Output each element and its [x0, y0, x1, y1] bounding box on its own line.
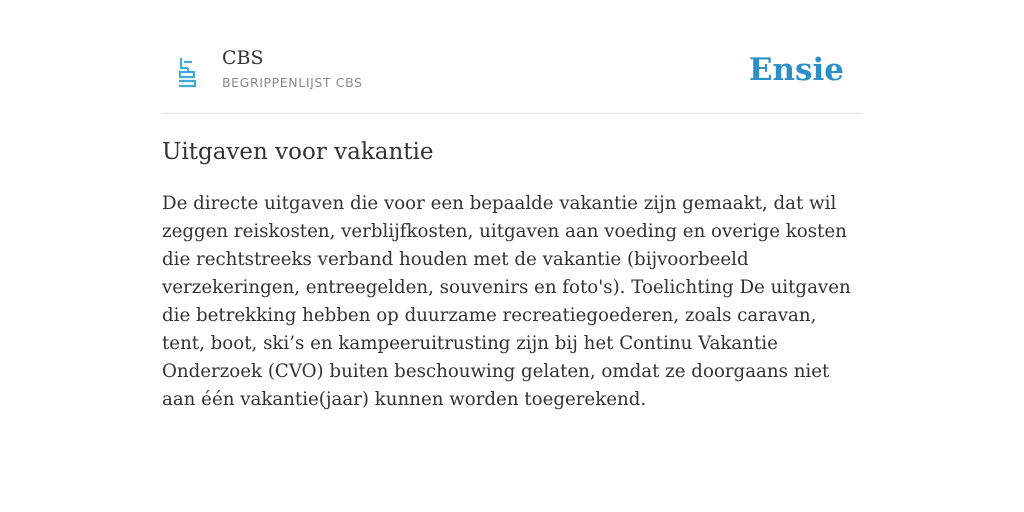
- term-title: Uitgaven voor vakantie: [162, 139, 434, 165]
- cbs-logo-icon[interactable]: [176, 56, 198, 88]
- ensie-logo[interactable]: Ensie: [748, 52, 844, 88]
- term-definition: De directe uitgaven die voor een bepaalde vakantie zijn gemaakt, dat wil zeggen reiskosten, verblijfkosten, uitgaven aan voeding en overige kosten die rechtstreeks verband houden met de vakantie (bijvoorbeeld verzekeringen, entreegelden, souvenirs en foto's). Toelichting De uitgaven die betrekking hebben op duurzame recreatiegoederen, zoals caravan, tent, boot, ski’s en kampeeruitrusting zijn bij het Continu Vakantie Onderzoek (CVO) buiten beschouwing gelaten, omdat ze doorgaans niet aan één vakantie(jaar) kunnen worden toegerekend.: [162, 193, 851, 410]
- term-card: [162, 0, 862, 410]
- source-subtitle: BEGRIPPENLIJST CBS: [222, 75, 363, 90]
- card-header: [162, 0, 862, 114]
- source-name[interactable]: CBS: [222, 47, 264, 69]
